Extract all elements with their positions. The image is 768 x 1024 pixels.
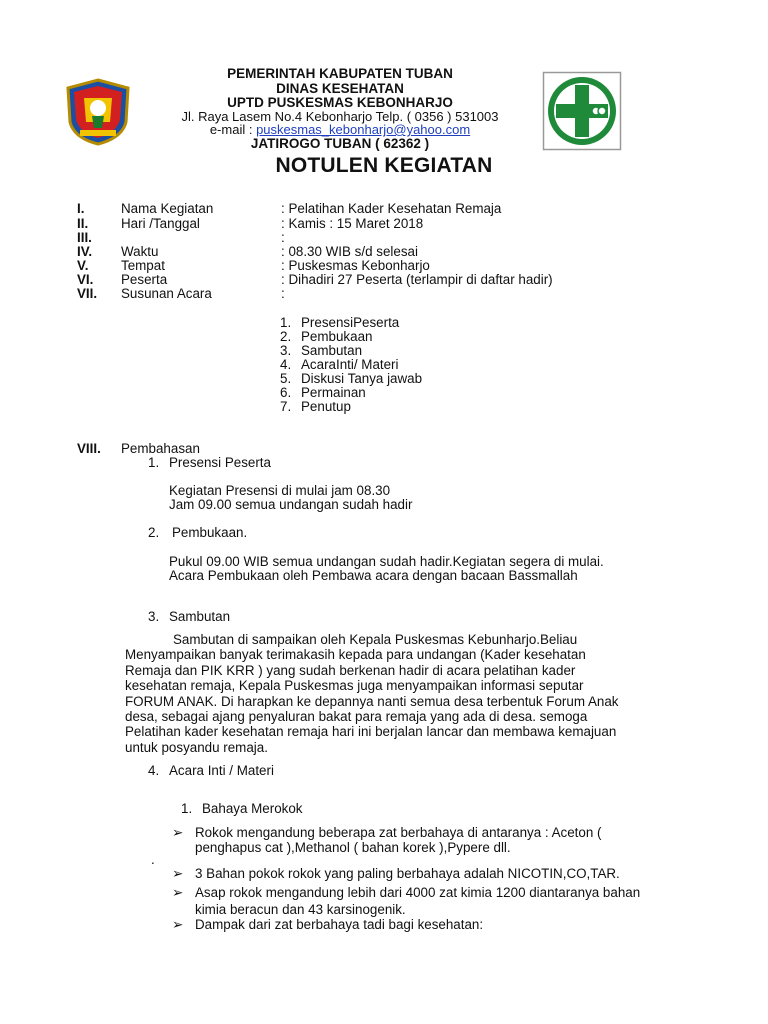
paragraph-line: Pelatihan kader kesehatan remaja hari ini berjalan lancar dan membawa kemajuan [125, 724, 617, 740]
sub-item-number: 1. [181, 801, 193, 816]
item2-line: Pukul 09.00 WIB semua undangan sudah hadir.Kegiatan segera di mulai. [169, 554, 604, 569]
bullet-text: penghapus cat ),Methanol ( bahan korek ),Pypere dll. [195, 840, 511, 855]
item1-line: Jam 09.00 semua undangan sudah hadir [169, 497, 413, 512]
bullet-text: 3 Bahan pokok rokok yang paling berbahaya adalah NICOTIN,CO,TAR. [195, 866, 620, 881]
info-label: Susunan Acara [121, 286, 212, 301]
paragraph-line: Sambutan di sampaikan oleh Kepala Puskesmas Kebunharjo.Beliau [173, 632, 578, 647]
info-num: VII. [77, 286, 98, 301]
info-value: : [281, 286, 285, 301]
agenda-text: PresensiPeserta [301, 315, 400, 330]
item1-line: Kegiatan Presensi di mulai jam 08.30 [169, 483, 391, 498]
paragraph-line: FORUM ANAK. Di harapkan ke depannya nanti semua desa terbentuk Forum Anak [125, 693, 619, 709]
info-label: Tempat [121, 258, 165, 273]
info-label: Hari /Tanggal [121, 216, 200, 231]
header-government: PEMERINTAH KABUPATEN TUBAN [227, 66, 453, 81]
document-title: NOTULEN KEGIATAN [275, 154, 493, 177]
section-label: Pembahasan [121, 441, 200, 456]
arrow-bullet-icon: ➢ [172, 885, 184, 900]
item-number: 4. [148, 763, 160, 778]
header-institution: UPTD PUSKESMAS KEBONHARJO [227, 95, 453, 110]
header-city: JATIROGO TUBAN ( 62362 ) [250, 136, 430, 151]
info-value: : Puskesmas Kebonharjo [281, 258, 430, 273]
bullet-text: Asap rokok mengandung lebih dari 4000 zat kimia 1200 diantaranya bahan [195, 885, 641, 900]
info-num: V. [77, 258, 89, 273]
info-label: Waktu [121, 244, 159, 259]
bullet-text: Rokok mengandung beberapa zat berbahaya di antaranya : Aceton ( [195, 825, 602, 840]
item2-line: Acara Pembukaan oleh Pembawa acara dengan bacaan Bassmallah [169, 568, 578, 583]
agenda-number: 1. [280, 315, 292, 330]
puskesmas-cross-logo [542, 71, 622, 151]
header-email-line [160, 122, 520, 137]
stray-dot: . [151, 852, 155, 867]
header-address: Jl. Raya Lasem No.4 Kebonharjo Telp. ( 0356 ) 531003 [181, 109, 499, 124]
arrow-bullet-icon: ➢ [172, 917, 184, 932]
item-title: Pembukaan. [172, 525, 248, 540]
info-label: Peserta [121, 272, 168, 287]
paragraph-line: desa, sebagai ajang penyaluran bakat para remaja yang ada di desa. semoga [125, 709, 588, 725]
info-value: : 08.30 WIB s/d selesai [281, 244, 418, 259]
item-number: 3. [148, 609, 160, 624]
info-value: : [281, 230, 285, 245]
info-num: IV. [77, 244, 93, 259]
paragraph-line: kesehatan remaja, Kepala Puskesmas juga menyampaikan informasi seputar [125, 678, 584, 694]
agenda-text: Diskusi Tanya jawab [301, 371, 423, 386]
email-link[interactable]: puskesmas_kebonharjo@yahoo.com [256, 122, 471, 137]
info-label: Nama Kegiatan [121, 201, 214, 216]
paragraph-line: Remaja dan PIK KRR ) yang sudah berkenan hadir di acara pelatihan kader [125, 662, 576, 678]
agenda-number: 2. [280, 329, 292, 344]
info-value: : Pelatihan Kader Kesehatan Remaja [281, 201, 502, 216]
info-num: III. [77, 230, 92, 245]
agenda-number: 3. [280, 343, 292, 358]
agenda-number: 4. [280, 357, 292, 372]
item-title: Presensi Peserta [169, 455, 271, 470]
arrow-bullet-icon: ➢ [172, 866, 184, 881]
agenda-text: Penutup [301, 399, 351, 414]
paragraph-line: untuk posyandu remaja. [125, 739, 268, 755]
info-num: I. [77, 201, 85, 216]
item-title: Sambutan [169, 609, 231, 624]
agenda-text: Permainan [301, 385, 366, 400]
bullet-text: Dampak dari zat berbahaya tadi bagi kesehatan: [195, 917, 484, 932]
info-num: II. [77, 216, 89, 231]
agenda-text: Sambutan [301, 343, 363, 358]
agenda-number: 6. [280, 385, 292, 400]
agenda-text: Pembukaan [301, 329, 373, 344]
arrow-bullet-icon: ➢ [172, 825, 184, 840]
paragraph-line: Menyampaikan banyak terimakasih kepada para undangan (Kader kesehatan [125, 647, 586, 663]
agenda-number: 5. [280, 371, 292, 386]
sambutan-paragraph [125, 632, 695, 755]
agenda-number: 7. [280, 399, 292, 414]
header-department: DINAS KESEHATAN [276, 81, 404, 96]
bullet-text: kimia beracun dan 43 karsinogenik. [195, 902, 406, 917]
info-value: : Kamis : 15 Maret 2018 [281, 216, 424, 231]
sub-item-title: Bahaya Merokok [202, 801, 303, 816]
kabupaten-tuban-crest-logo [64, 78, 132, 146]
info-num: VI. [77, 272, 94, 287]
item-title: Acara Inti / Materi [169, 763, 274, 778]
item-number: 2. [148, 525, 160, 540]
info-value: : Dihadiri 27 Peserta (terlampir di daftar hadir) [281, 272, 553, 287]
section-num: VIII. [77, 441, 101, 456]
item-number: 1. [148, 455, 160, 470]
email-prefix: e-mail : [209, 122, 257, 137]
agenda-text: AcaraInti/ Materi [301, 357, 399, 372]
